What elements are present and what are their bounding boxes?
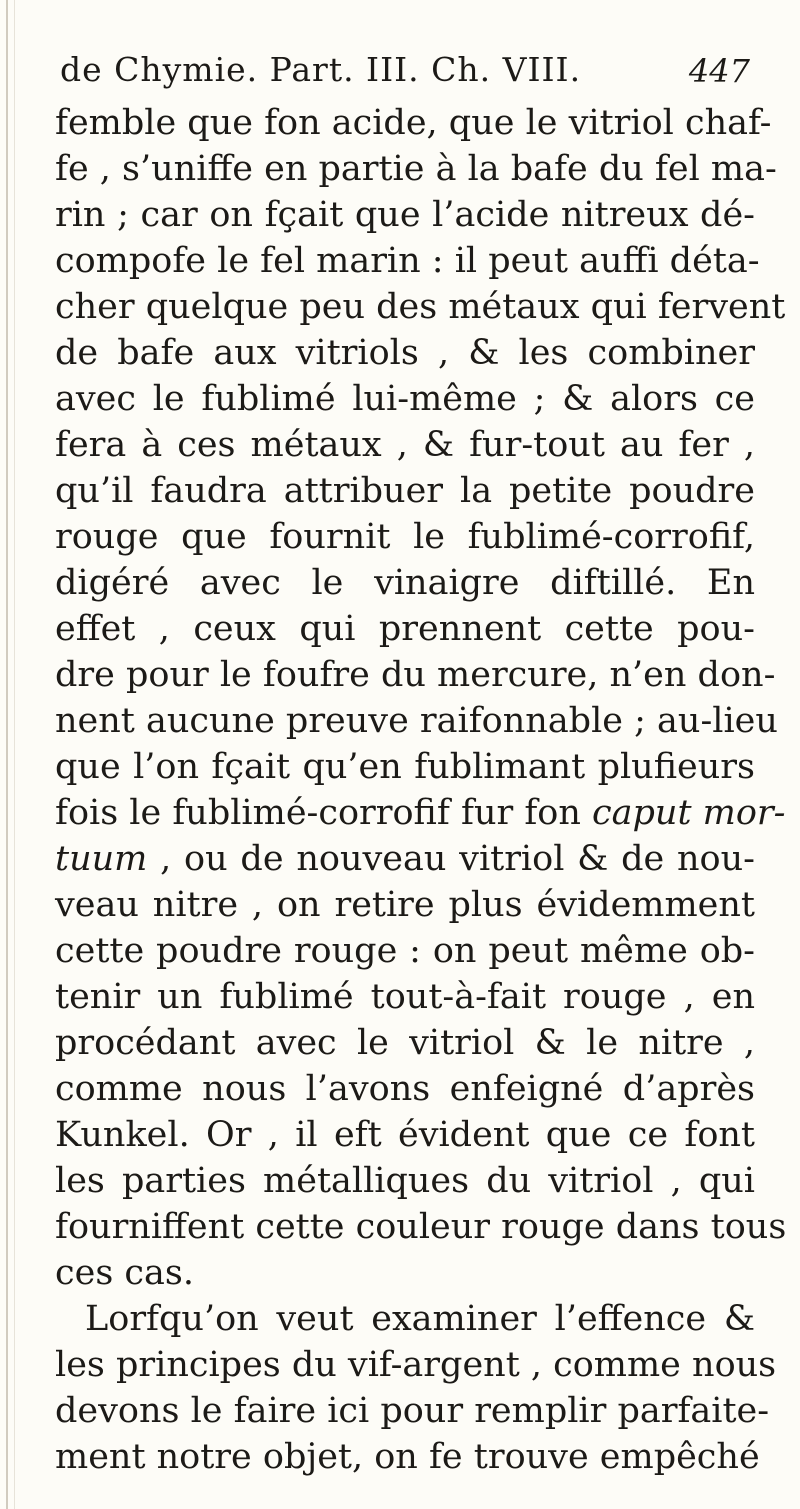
text-line: cher quelque peu des métaux qui fervent [55, 287, 786, 327]
text-line: fera à ces métaux , & fur-tout au fer , [55, 425, 755, 465]
text-line: femble que fon acide, que le vitriol chaf- [55, 103, 772, 143]
text-line: tenir un fublimé tout-à-fait rouge , en [55, 977, 755, 1017]
italic-phrase: caput mor- [592, 793, 786, 833]
page-number: 447 [688, 52, 750, 90]
text-line: fourniffent cette couleur rouge dans tous [55, 1207, 787, 1247]
text-line: rouge que fournit le fublimé-corrofif, [55, 517, 755, 557]
text-line: avec le fublimé lui-même ; & alors ce [55, 379, 755, 419]
text-line: dre pour le foufre du mercure, n’en don- [55, 655, 776, 695]
text-line: effet , ceux qui prennent cette pou- [55, 609, 755, 649]
text-line: cette poudre rouge : on peut même ob- [55, 931, 755, 971]
text-line-with-italic [55, 790, 786, 836]
text-line: devons le faire ici pour remplir parfaite- [55, 1391, 770, 1431]
text-line: digéré avec le vinaigre diftillé. En [55, 563, 755, 603]
text-line: procédant avec le vitriol & le nitre , [55, 1023, 755, 1063]
text-line: qu’il faudra attribuer la petite poudre [55, 471, 755, 511]
text-line: ment notre objet, on fe trouve empêché [55, 1437, 760, 1477]
text-line: comme nous l’avons enfeigné d’après [55, 1069, 755, 1109]
paragraph-start-line: Lorfqu’on veut examiner l’effence & [85, 1299, 755, 1339]
italic-phrase: tuum [55, 839, 148, 879]
text-line: rin ; car on fçait que l’acide nitreux dé- [55, 195, 755, 235]
text-line: que l’on fçait qu’en fublimant plufieurs [55, 747, 755, 787]
text-line: les parties métalliques du vitriol , qui [55, 1161, 755, 1201]
text-line: Kunkel. Or , il eft évident que ce font [55, 1115, 755, 1155]
running-head-title: de Chymie. Part. III. Ch. VIII. [60, 50, 582, 89]
text-line: veau nitre , on retire plus évidemment [55, 885, 755, 925]
text-line: de bafe aux vitriols , & les combiner [55, 333, 755, 373]
text-line: fe , s’uniffe en partie à la bafe du fel ma- [55, 149, 777, 189]
text-line: tuum , ou de nouveau vitriol & de nou- [55, 839, 755, 879]
text-line: les principes du vif-argent , comme nous [55, 1345, 777, 1385]
running-head [60, 50, 750, 94]
binding-edge-inner [14, 0, 15, 1509]
text-line: ces cas. [55, 1253, 194, 1293]
body-text [55, 100, 787, 1480]
text-line: compofe le fel marin : il peut auffi déta- [55, 241, 760, 281]
text-line: nent aucune preuve raifonnable ; au-lieu [55, 701, 778, 741]
binding-edge [6, 0, 8, 1509]
text-span: fois le fublimé-corrofif fur fon [55, 793, 581, 833]
